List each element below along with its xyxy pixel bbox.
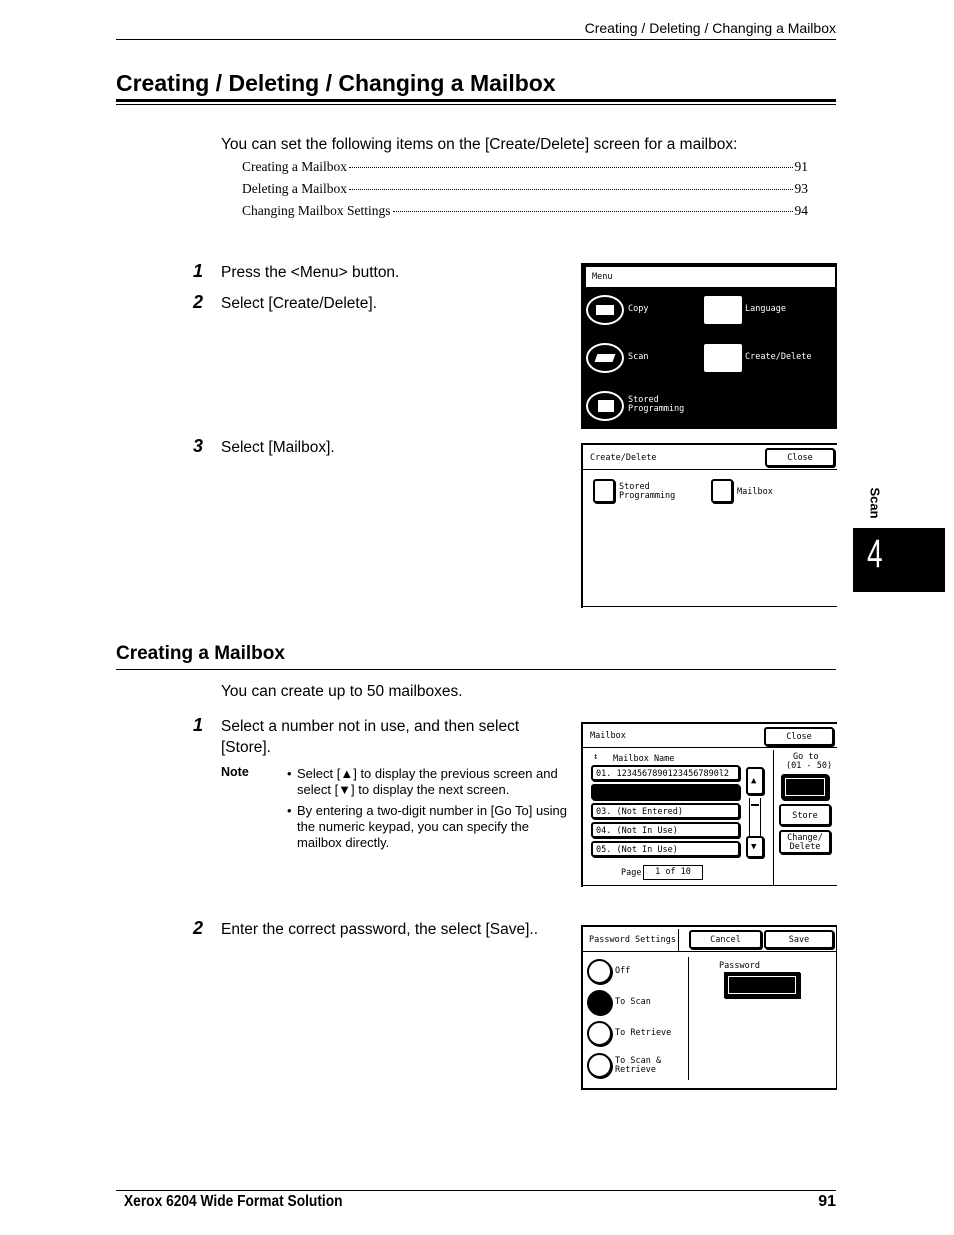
screen-title: Mailbox bbox=[590, 731, 626, 741]
close-label: Close bbox=[786, 732, 812, 742]
step-number: 3 bbox=[193, 436, 204, 456]
go-to-label: Go to bbox=[793, 752, 819, 762]
mailbox-row[interactable] bbox=[591, 841, 740, 857]
mailbox-row[interactable] bbox=[591, 803, 740, 819]
menu-screenshot bbox=[581, 263, 837, 429]
step-text: Select [Mailbox]. bbox=[221, 439, 335, 456]
store-button[interactable] bbox=[779, 804, 831, 826]
menu-item-label: Language bbox=[745, 304, 786, 314]
cancel-button[interactable] bbox=[689, 930, 762, 949]
step-number: 1 bbox=[193, 715, 204, 735]
button-label: Stored Programming bbox=[619, 482, 676, 501]
copy-icon[interactable] bbox=[586, 295, 624, 325]
row-label: 04. (Not In Use) bbox=[596, 826, 678, 836]
button-label: Mailbox bbox=[737, 487, 773, 497]
step-text: Select [Create/Delete]. bbox=[221, 295, 377, 312]
store-label: Store bbox=[792, 811, 818, 821]
mailbox-row[interactable] bbox=[591, 765, 740, 781]
scroll-up-button[interactable] bbox=[746, 767, 764, 795]
side-section-label bbox=[860, 480, 890, 525]
divider bbox=[678, 929, 679, 951]
mailbox-row-selected[interactable] bbox=[591, 784, 740, 800]
go-to-input[interactable] bbox=[781, 774, 829, 800]
radio-button[interactable] bbox=[587, 990, 612, 1015]
note-text: By entering a two-digit number in [Go To] using the numeric keypad, you can specify the mailbox directly. bbox=[297, 803, 568, 850]
page-value: 1 of 10 bbox=[655, 867, 691, 877]
radio-label: To Retrieve bbox=[615, 1028, 672, 1038]
password-input[interactable] bbox=[724, 972, 800, 998]
header-rule bbox=[116, 39, 836, 40]
section-intro: You can create up to 50 mailboxes. bbox=[221, 683, 463, 700]
bullet: • bbox=[287, 803, 292, 818]
column-header: Mailbox Name bbox=[613, 754, 675, 764]
radio-label: To Scan & Retrieve bbox=[615, 1056, 662, 1075]
toc-label: Creating a Mailbox bbox=[242, 159, 347, 174]
mailbox-row[interactable] bbox=[591, 822, 740, 838]
toc-page: 93 bbox=[794, 181, 808, 196]
close-button[interactable] bbox=[764, 727, 834, 746]
toc-leader bbox=[393, 211, 793, 212]
cancel-label: Cancel bbox=[710, 935, 741, 945]
sort-icon[interactable]: ↕ bbox=[593, 752, 599, 762]
note-item bbox=[287, 803, 572, 851]
screen-title: Password Settings bbox=[589, 935, 676, 945]
row-label: 05. (Not In Use) bbox=[596, 845, 678, 855]
toc-leader bbox=[349, 189, 793, 190]
step-text: Select a number not in use, and then select [Store]. bbox=[221, 718, 520, 756]
bullet: • bbox=[287, 766, 292, 781]
toc-entry[interactable] bbox=[242, 203, 808, 219]
close-button[interactable] bbox=[765, 448, 835, 467]
menu-item-label: Scan bbox=[628, 352, 649, 362]
divider bbox=[583, 469, 837, 470]
menu-item-label: Stored Programming bbox=[628, 395, 685, 414]
menu-item-label: Copy bbox=[628, 304, 649, 314]
radio-button[interactable] bbox=[587, 1021, 612, 1046]
note-text: Select [▲] to display the previous screen and select [▼] to display the next screen. bbox=[297, 766, 558, 797]
footer-title: Xerox 6204 Wide Format Solution bbox=[124, 1193, 343, 1210]
stored-programming-icon[interactable] bbox=[586, 391, 624, 421]
row-label: 01. 12345678901234567890l2 bbox=[596, 769, 730, 779]
close-label: Close bbox=[787, 453, 813, 463]
title-rule-thick bbox=[116, 99, 836, 102]
toc-page: 94 bbox=[794, 203, 808, 218]
toc-entry[interactable] bbox=[242, 181, 808, 197]
footer-page-number: 91 bbox=[818, 1193, 836, 1210]
divider bbox=[773, 750, 774, 886]
toc-label: Deleting a Mailbox bbox=[242, 181, 347, 196]
radio-button[interactable] bbox=[587, 1053, 612, 1078]
step-number: 2 bbox=[193, 292, 204, 312]
section-rule bbox=[116, 669, 836, 670]
note-label: Note bbox=[221, 765, 249, 779]
divider bbox=[583, 885, 837, 886]
create-delete-button[interactable] bbox=[704, 344, 742, 372]
menu-title: Menu bbox=[592, 272, 613, 282]
step-text: Enter the correct password, the select [Save].. bbox=[221, 921, 539, 938]
chapter-number: 4 bbox=[867, 532, 883, 576]
menu-title-bar bbox=[586, 267, 835, 287]
toc-page: 91 bbox=[794, 159, 808, 174]
page-label: Page bbox=[621, 868, 642, 878]
create-delete-screenshot bbox=[581, 443, 837, 608]
running-head: Creating / Deleting / Changing a Mailbox bbox=[584, 20, 836, 36]
mailbox-button[interactable] bbox=[711, 479, 733, 503]
section-heading: Creating a Mailbox bbox=[116, 643, 285, 664]
stored-programming-button[interactable] bbox=[593, 479, 615, 503]
scroll-down-button[interactable] bbox=[746, 836, 764, 858]
radio-label: Off bbox=[615, 966, 631, 976]
go-to-range: (01 - 50) bbox=[786, 761, 833, 771]
save-button[interactable] bbox=[764, 930, 834, 949]
step-text: Press the <Menu> button. bbox=[221, 264, 400, 281]
change-delete-button[interactable] bbox=[779, 830, 831, 854]
intro-text: You can set the following items on the [Create/Delete] screen for a mailbox: bbox=[221, 136, 738, 153]
divider bbox=[688, 957, 689, 1080]
page-indicator bbox=[643, 865, 703, 880]
save-label: Save bbox=[788, 935, 810, 945]
password-settings-screenshot bbox=[581, 925, 837, 1090]
language-button[interactable] bbox=[704, 296, 742, 324]
radio-button[interactable] bbox=[587, 959, 612, 984]
menu-item-label: Create/Delete bbox=[745, 352, 812, 362]
step-number: 2 bbox=[193, 918, 204, 938]
password-label: Password bbox=[719, 961, 760, 971]
screen-title: Create/Delete bbox=[590, 453, 657, 463]
change-delete-label: Change/ Delete bbox=[787, 833, 823, 852]
title-rule-thin bbox=[116, 104, 836, 105]
footer-rule bbox=[116, 1190, 836, 1191]
divider bbox=[583, 951, 837, 952]
toc-label: Changing Mailbox Settings bbox=[242, 203, 391, 218]
chapter-tab bbox=[853, 528, 945, 592]
row-label: 03. (Not Entered) bbox=[596, 807, 683, 817]
step-number: 1 bbox=[193, 261, 204, 281]
divider bbox=[583, 606, 837, 607]
scroll-track[interactable] bbox=[749, 798, 761, 836]
scan-icon[interactable] bbox=[586, 343, 624, 373]
toc-entry[interactable] bbox=[242, 159, 808, 175]
up-arrow-icon: ▲ bbox=[751, 776, 757, 786]
toc-leader bbox=[349, 167, 793, 168]
page-title: Creating / Deleting / Changing a Mailbox bbox=[116, 70, 556, 96]
mailbox-screenshot bbox=[581, 722, 837, 887]
side-label-text: Scan bbox=[867, 486, 883, 519]
down-arrow-icon: ▼ bbox=[751, 842, 757, 852]
divider bbox=[583, 747, 837, 748]
radio-label: To Scan bbox=[615, 997, 651, 1007]
note-item bbox=[287, 766, 572, 798]
